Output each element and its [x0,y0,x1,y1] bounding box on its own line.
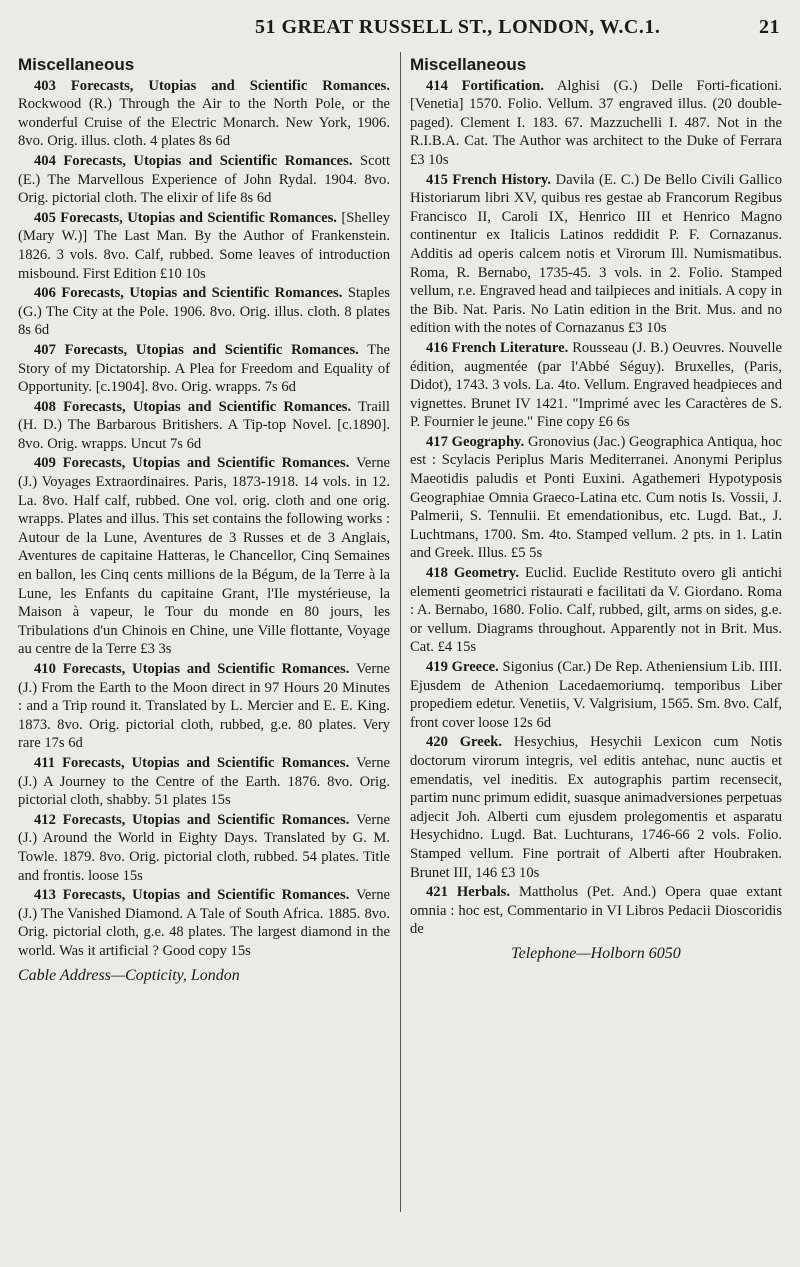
lot-heading: 404 Forecasts, Utopias and Scientific Romances. [34,152,353,169]
cable-address: Cable Address—Copticity, London [18,966,240,984]
section-heading: Miscellaneous [18,55,135,74]
lot-heading: 415 French History. [426,171,552,188]
catalogue-entry [18,454,390,659]
catalogue-entry [18,754,390,810]
section-heading: Miscellaneous [410,55,527,74]
lot-description: Scott (E.) The Marvellous Experience of John Rydal. 1904. 8vo. Orig. pictorial cloth. The elixir of life 8s 6d [18,152,390,207]
catalogue-entry [18,341,390,397]
lot-description: Hesychius, Hesychii Lexicon cum Notis doctorum virorum integris, vel editis antehac, nunc auctis et emendatis, vel ineditis. Ex autographis partim recensecit, partim nunc primum edidit, suasque animadversiones perpetuas adjecit Joh. Alberti cum ejusdem prolegomentis et asparatu Hesychidno. Lugd. Bat. Luchturans, 1746-66 2 vols. Folio. Stamped vellum. Fine portrait of Alberti after Houbraken. Brunet III, 146 £3 10s [410,734,782,881]
lot-heading: 417 Geography. [426,433,525,450]
lot-heading: 414 Fortification. [426,77,544,94]
lot-description: Euclid. Euclide Restituto overo gli antichi elementi geometrici ristaurati e facilitati da V. Giordano. Roma : A. Bernabo, 1680. Folio. Calf, rubbed, gilt, arms on sides, g.e. or vellum. Diagrams throughout. Apparently not in Brit. Mus. Cat. £4 15s [410,565,783,656]
lot-description: Verne (J.) Voyages Extraordinaires. Paris, 1873-1918. 14 vols. in 12. La. 8vo. Half calf, rubbed. One vol. orig. cloth and one orig. wrapps. Plates and illus. This set contains the following works : Autour de la Lune, Aventures de 3 Russes et de 3 Anglais, Aventures de capitaine Hatteras, le Chancellor, Cinq Semaines en ballon, les Cinq cents millions de la Bégum, de la Terre à la Lune, les Enfants du capitaine Grant, l'Ile mystérieuse, la Maison à vapeur, le Tour du monde en 80 jours, les Tribulations d'un Chinois en Chine, une Ville flottante, Voyage au centre de la Terre £3 3s [18,455,390,658]
catalogue-entry [410,171,782,338]
lot-heading: 407 Forecasts, Utopias and Scientific Romances. [34,341,359,358]
lot-heading: 410 Forecasts, Utopias and Scientific Romances. [34,661,350,677]
catalogue-entry [18,398,390,454]
lot-heading: 408 Forecasts, Utopias and Scientific Romances. [34,398,352,415]
lot-description: The Story of my Dictatorship. A Plea for Freedom and Equality of Opportunity. [c.1904]. 8vo. Orig. wrapps. 7s 6d [18,341,390,396]
lot-description: Verne (J.) The Vanished Diamond. A Tale of South Africa. 1885. 8vo. Orig. pictorial cloth, g.e. 48 plates. The largest diamond in the world. Was it artificial ? Good copy 15s [18,887,390,959]
lot-description: Staples (G.) The City at the Pole. 1906. 8vo. Orig. illus. cloth. 8 plates 8s 6d [18,285,390,339]
lot-description: Sigonius (Car.) De Rep. Atheniensium Lib. IIII. Ejusdem de Athenion Lacedaemoriumq. temporibus Liber propediem edetur. Venetiis, V. Valgrisium, 1565. Sm. 8vo. Calf, front cover loose 12s 6d [410,659,782,731]
lot-description: Verne (J.) From the Earth to the Moon direct in 97 Hours 20 Minutes : and a Trip round it. Translated by L. Mercier and E. E. King. 1873. 8vo. Orig. pictorial cloth, rubbed, g.e. 80 plates. Very rare 17s 6d [18,661,390,752]
left-entry-list [18,77,390,961]
catalogue-entry [18,811,390,885]
page-header [0,8,800,44]
lot-description: Gronovius (Jac.) Geographica Antiqua, hoc est : Scylacis Periplus Maris Mediterranei. Anonymi Periplus Maeotidis paludis et Ponti Euxini. Agathemeri Hypotyposis Geographiae Omnia Graeco-Latina etc. Cum notis Is. Vossii, J. Palmerii, S. Tennulii. Et emendationibus, etc. Lugd. Bat., J. Luchtmans, 1700. Sm. 4to. Stamped vellum. 2 pts. in 1. Latin and Greek. Illus. £5 5s [410,433,783,562]
header-address: 51 GREAT RUSSELL ST., LONDON, W.C.1. [255,16,661,38]
page-number: 21 [759,16,780,38]
column-divider [400,52,401,1212]
lot-heading: 413 Forecasts, Utopias and Scientific Romances. [34,887,350,904]
catalogue-entry [410,883,782,939]
lot-description: Verne (J.) Around the World in Eighty Days. Translated by G. M. Towle. 1879. 8vo. Orig. pictorial cloth, rubbed. 54 plates. Title and frontis. loose 15s [18,811,390,884]
lot-description: Alghisi (G.) Delle Forti-ficationi. [Venetia] 1570. Folio. Vellum. 37 engraved illus. (20 double-paged). Clement I. 183. 67. Mazzuchelli I. 487. Not in the R.I.B.A. Cat. The Author was architect to the Duke of Ferrara £3 10s [410,77,782,168]
catalogue-entry [18,77,390,151]
lot-heading: 405 Forecasts, Utopias and Scientific Romances. [34,209,337,226]
catalogue-entry [410,433,782,563]
catalogue-entry [410,733,782,882]
lot-description: Rockwood (R.) Through the Air to the North Pole, or the wonderful Cruise of the Electric Monarch. New York, 1906. 8vo. Orig. illus. cloth. 4 plates 8s 6d [18,96,390,150]
telephone: Telephone—Holborn 6050 [511,944,681,962]
catalogue-entry [18,886,390,960]
lot-description: Verne (J.) A Journey to the Centre of the Earth. 1876. 8vo. Orig. pictorial cloth, shabby. 51 plates 15s [18,754,390,809]
lot-heading: 419 Greece. [426,659,499,675]
lot-description: [Shelley (Mary W.)] The Last Man. By the Author of Frankenstein. 1826. 3 vols. 8vo. Calf, rubbed. Some leaves of introduction misbound. First Edition £10 10s [18,209,390,282]
catalogue-entry [410,77,782,170]
left-column [18,56,390,985]
catalogue-entry [18,152,390,208]
lot-heading: 420 Greek. [426,734,502,751]
catalogue-entry [18,209,390,283]
catalogue-entry [18,284,390,340]
catalogue-entry [410,339,782,432]
catalogue-entry [18,660,390,753]
lot-heading: 412 Forecasts, Utopias and Scientific Romances. [34,811,350,828]
lot-heading: 411 Forecasts, Utopias and Scientific Romances. [34,754,350,771]
lot-heading: 416 French Literature. [426,339,569,356]
lot-description: Davila (E. C.) De Bello Civili Gallico Historiarum libri XV, quibus res gestae ab Francorum Regibus Francisco II, Caroli IX, Henrico III et Henrico Magno continentur ex Italicis Latinos reddidit P. F. Cornazanus. Additis ad operis calcem notis et Virorum Ill. Numismatibus. Roma, R. Bernabo, 1735-45. 3 vols. in 2. Folio. Stamped vellum, r.e. Engraved head and tailpieces and initials. A copy in the Bib. Nat. Paris. No Latin edition in the Brit. Mus. and no edition with the notes of Cornazanus £3 10s [410,171,783,337]
lot-heading: 409 Forecasts, Utopias and Scientific Romances. [34,455,350,472]
lot-heading: 403 Forecasts, Utopias and Scientific Romances. [34,77,390,94]
right-entry-list [410,77,782,939]
lot-heading: 406 Forecasts, Utopias and Scientific Romances. [34,285,343,302]
lot-description: Mattholus (Pet. And.) Opera quae extant omnia : hoc est, Commentario in VI Libros Pedacii Dioscoridis de [410,884,782,938]
right-column [410,56,782,964]
catalogue-entry [410,658,782,732]
catalogue-entry [410,564,782,657]
lot-description: Traill (H. D.) The Barbarous Britishers. A Tip-top Novel. [c.1890]. 8vo. Orig. wrapps. Uncut 7s 6d [18,398,390,452]
lot-heading: 418 Geometry. [426,565,520,582]
lot-description: Rousseau (J. B.) Oeuvres. Nouvelle édition, augmentée (par l'Abbé Séguy). Bruxelles, (Paris, Didot), 1743. 3 vols. La. 4to. Vellum. Engraved headpieces and vignettes. Brunet IV 1421. "Imprimé avec les Caractères de S. P. Fournier le jeune." Fine copy £6 6s [410,339,782,431]
lot-heading: 421 Herbals. [426,884,510,901]
